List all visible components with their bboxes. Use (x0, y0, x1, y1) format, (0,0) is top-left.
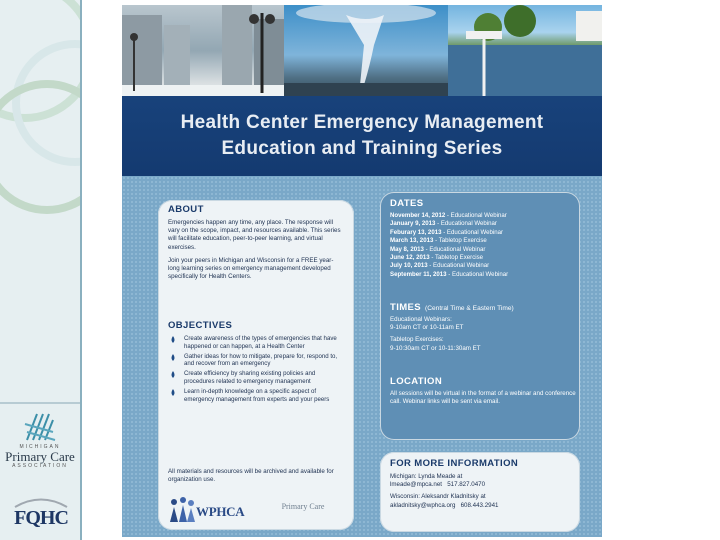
wphca-logo (168, 494, 258, 524)
winter-street-image (122, 5, 284, 96)
times-subheading: (Central Time & Eastern Time) (425, 305, 514, 312)
location-section (390, 376, 576, 406)
mpca-small-text-2: ASSOCIATION (12, 463, 68, 469)
date-type: Educational Webinar (446, 228, 504, 236)
date-row: September 11, 2013 - Educational Webinar (390, 270, 509, 278)
date-value: Feburary 13, 2013 (390, 228, 442, 236)
fqhc-name: FQHC (14, 507, 68, 529)
date-type: Tabletop Exercise (438, 237, 487, 245)
wisconsin-contact-detail (390, 502, 576, 510)
date-row: June 12, 2013 - Tabletop Exercise (390, 254, 484, 262)
date-value: January 9, 2013 (390, 220, 436, 228)
objective-item (168, 353, 346, 369)
wisconsin-email[interactable]: akladnitsky@wphca.org (390, 501, 456, 509)
objective-item (168, 370, 346, 386)
drop-bullet-icon (170, 371, 176, 378)
mpca-name: Primary Care (5, 449, 75, 464)
slide-divider-line (80, 0, 82, 540)
webinars-label: Educational Webinars: (390, 316, 452, 323)
michigan-phone: 517.827.0470 (447, 481, 486, 489)
people-icon (168, 494, 196, 524)
date-row: Feburary 13, 2013 - Educational Webinar (390, 228, 504, 236)
michigan-email[interactable]: lmeade@mpca.net (390, 481, 443, 489)
date-value: June 12, 2013 (390, 254, 430, 262)
about-objectives-panel (158, 200, 354, 530)
flyer-title-line2: Education and Training Series (221, 138, 503, 159)
about-section (168, 204, 344, 281)
objectives-section (168, 320, 346, 403)
date-type: Educational Webinar (433, 262, 490, 270)
objective-text: Gather ideas for how to mitigate, prepare for, respond to, and recover from an emergency (184, 352, 338, 368)
about-heading: ABOUT (168, 204, 204, 215)
more-info-heading: FOR MORE INFORMATION (390, 458, 519, 469)
date-type: Tabletop Exercise (434, 254, 484, 262)
fqhc-logo (4, 496, 78, 540)
drop-bullet-icon (170, 389, 176, 396)
objectives-heading: OBJECTIVES (168, 320, 233, 331)
about-paragraph-1: Emergencies happen any time, any place. The response will vary on the scope, impact, and resources available. This series will facilitate education, peer-to-peer learning, and virtual exercises. (168, 219, 341, 251)
mpca-logo (2, 410, 78, 490)
tabletop-label: Tabletop Exercises: (390, 336, 444, 344)
objective-item (168, 388, 346, 404)
date-type: Educational Webinar (440, 220, 497, 228)
times-section (390, 302, 576, 353)
date-value: May 8, 2013 (390, 245, 424, 253)
photo-flood (448, 5, 602, 96)
primary-care-text: Primary Care (281, 502, 325, 511)
drop-bullet-icon (170, 336, 176, 343)
flyer-title-line1: Health Center Emergency Management (180, 112, 544, 133)
times-heading-text: TIMES (390, 302, 422, 313)
date-value: November 14, 2012 (390, 212, 446, 219)
location-heading: LOCATION (390, 376, 443, 387)
date-type: Educational Webinar (429, 245, 486, 253)
flood-image (448, 5, 602, 96)
michigan-contact-detail (390, 481, 576, 489)
date-type: Educational Webinar (452, 270, 509, 278)
about-paragraph-2: Join your peers in Michigan and Wisconsin for a FREE year-long learning series on emergency management developed specifically for Health Centers. (168, 256, 334, 281)
flyer-body (122, 176, 602, 537)
wphca-text: WPHCA (196, 504, 245, 519)
date-type: Educational Webinar (450, 212, 507, 219)
photo-winter-street (122, 5, 284, 96)
flyer-title-banner (122, 96, 602, 176)
mpca-small-text: MICHIGAN (19, 444, 61, 450)
schedule-panel (380, 192, 580, 440)
decorative-ring (0, 80, 80, 214)
photo-strip (122, 5, 602, 96)
archive-note: All materials and resources will be archived and available for organization use. (168, 468, 334, 484)
location-text: All sessions will be virtual in the format of a webinar and conference call. Webinar links will be sent via email. (390, 390, 576, 406)
date-value: March 13, 2013 (390, 237, 434, 245)
photo-tornado (284, 5, 448, 96)
drop-bullet-icon (170, 354, 176, 361)
objective-item (168, 335, 346, 351)
divider (0, 402, 80, 404)
date-value: September 11, 2013 (390, 270, 447, 278)
primary-care-logo (278, 496, 328, 522)
dates-section (390, 198, 576, 279)
more-info-section (390, 458, 576, 510)
date-row: November 14, 2012 - Educational Webinar (390, 212, 507, 219)
tabletop-time: 9-10:30am CT or 10-11:30am ET (390, 344, 481, 352)
objective-text: Create awareness of the types of emergencies that have happened or can happen, at a Health Center (184, 335, 337, 350)
times-heading (390, 302, 576, 313)
webinars-time: 9-10am CT or 10-11am ET (390, 324, 464, 332)
dates-heading: DATES (390, 198, 424, 209)
contact-panel (380, 452, 580, 532)
date-row: March 13, 2013 - Tabletop Exercise (390, 237, 487, 245)
slide-left-decoration (0, 0, 80, 540)
mpca-mark-icon (23, 410, 57, 444)
date-row: July 10, 2013 - Educational Webinar (390, 262, 490, 270)
wisconsin-contact: Wisconsin: Aleksandr Kladnitsky at (390, 493, 486, 501)
wisconsin-phone: 608.443.2941 (460, 501, 499, 509)
tornado-image (284, 5, 448, 96)
partner-logos (168, 494, 344, 524)
flyer (122, 5, 602, 537)
objective-text: Learn in-depth knowledge on a specific aspect of emergency management from experts and your peers (184, 387, 330, 403)
date-row: January 9, 2013 - Educational Webinar (390, 220, 497, 228)
date-value: July 10, 2013 (390, 262, 428, 270)
dates-list (390, 212, 576, 279)
date-row: May 8, 2013 - Educational Webinar (390, 245, 486, 253)
michigan-contact: Michigan: Lynda Meade at (390, 473, 463, 480)
objective-text: Create efficiency by sharing existing policies and procedures related to emergency management (184, 370, 316, 385)
